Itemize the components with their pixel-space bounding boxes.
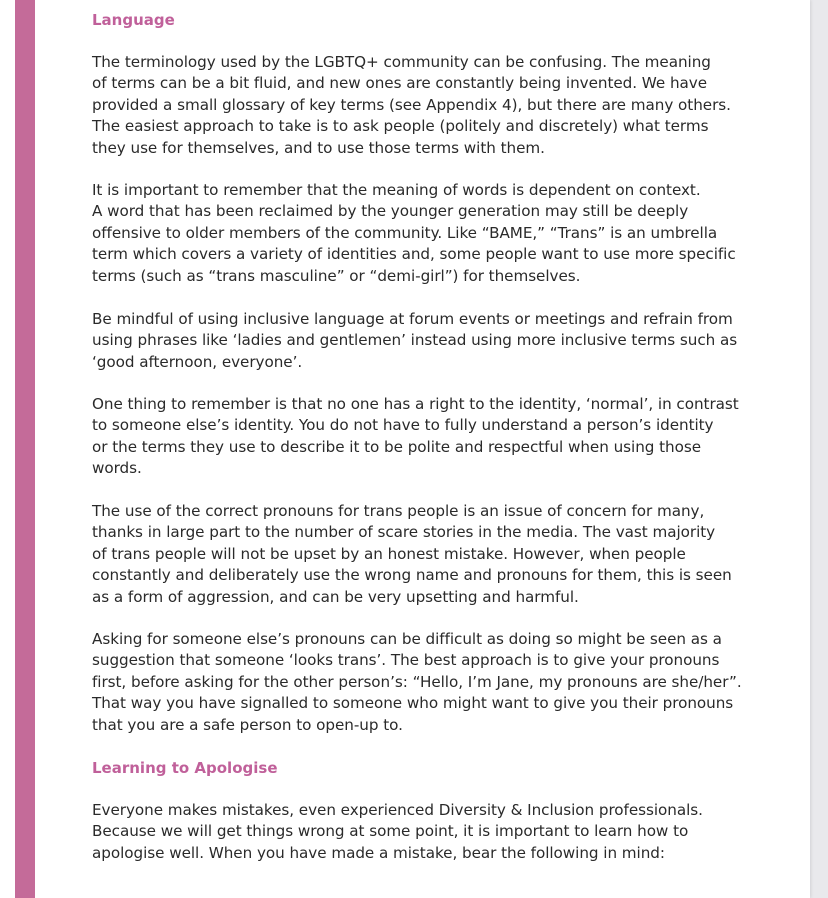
paragraph-line: The terminology used by the LGBTQ+ community can be confusing. The meaning	[92, 53, 711, 71]
paragraph-line: apologise well. When you have made a mistake, bear the following in mind:	[92, 843, 665, 862]
section-heading-learning-to-apologise: Learning to Apologise	[92, 759, 278, 777]
paragraph-line: terms (such as “trans masculine” or “demi-girl”) for themselves.	[92, 266, 581, 285]
paragraph-line: offensive to older members of the community. Like “BAME,” “Trans” is an umbrella	[92, 223, 718, 242]
paragraph-line: Because we will get things wrong at some point, it is important to learn how to	[92, 822, 689, 841]
paragraph-line: first, before asking for the other person’s: “Hello, I’m Jane, my pronouns are she/her”.	[92, 672, 742, 691]
paragraph-line: provided a small glossary of key terms (see Appendix 4), but there are many others.	[92, 95, 731, 114]
paragraph-line: Everyone makes mistakes, even experienced Diversity & Inclusion professionals.	[92, 801, 703, 819]
paragraph-line: constantly and deliberately use the wrong name and pronouns for them, this is seen	[92, 566, 732, 585]
paragraph-line: of trans people will not be upset by an honest mistake. However, when people	[92, 544, 686, 563]
paragraph-line: as a form of aggression, and can be very upsetting and harmful.	[92, 587, 579, 606]
paragraph-line: suggestion that someone ‘looks trans’. The best approach is to give your pronouns	[92, 651, 720, 670]
paragraph-mistakes	[92, 800, 772, 864]
paragraph-line: term which covers a variety of identities and, some people want to use more specific	[92, 245, 736, 264]
paragraph-identity	[92, 394, 772, 480]
paragraph-line: or the terms they use to describe it to be polite and respectful when using those	[92, 437, 702, 456]
paragraph-line: to someone else’s identity. You do not have to fully understand a person’s identity	[92, 416, 714, 435]
paragraph-line: Be mindful of using inclusive language at forum events or meetings and refrain from	[92, 310, 733, 328]
paragraph-line: words.	[92, 459, 142, 478]
paragraph-line: The use of the correct pronouns for trans people is an issue of concern for many,	[92, 502, 705, 520]
paragraph-line: thanks in large part to the number of scare stories in the media. The vast majority	[92, 523, 716, 542]
side-accent-bar	[15, 0, 35, 898]
paragraph-line: A word that has been reclaimed by the younger generation may still be deeply	[92, 202, 689, 221]
paragraph-line: The easiest approach to take is to ask people (politely and discretely) what terms	[92, 117, 709, 136]
paragraph-context	[92, 180, 772, 287]
paragraph-terminology	[92, 52, 772, 159]
paragraph-line: One thing to remember is that no one has a right to the identity, ‘normal’, in contrast	[92, 395, 739, 413]
paragraph-line: that you are a safe person to open-up to.	[92, 715, 403, 734]
section-heading-language: Language	[92, 11, 175, 29]
paragraph-line: they use for themselves, and to use those terms with them.	[92, 138, 545, 157]
paragraph-line: Asking for someone else’s pronouns can be difficult as doing so might be seen as a	[92, 630, 722, 648]
paragraph-pronouns	[92, 501, 772, 608]
paragraph-asking-pronouns	[92, 629, 772, 736]
paragraph-line: using phrases like ‘ladies and gentlemen’ instead using more inclusive terms such as	[92, 331, 738, 350]
paragraph-line: ‘good afternoon, everyone’.	[92, 352, 303, 371]
paragraph-line: of terms can be a bit fluid, and new ones are constantly being invented. We have	[92, 74, 708, 93]
paragraph-inclusive-language	[92, 309, 772, 373]
paragraph-line: It is important to remember that the meaning of words is dependent on context.	[92, 181, 701, 199]
paragraph-line: That way you have signalled to someone who might want to give you their pronouns	[92, 694, 734, 713]
